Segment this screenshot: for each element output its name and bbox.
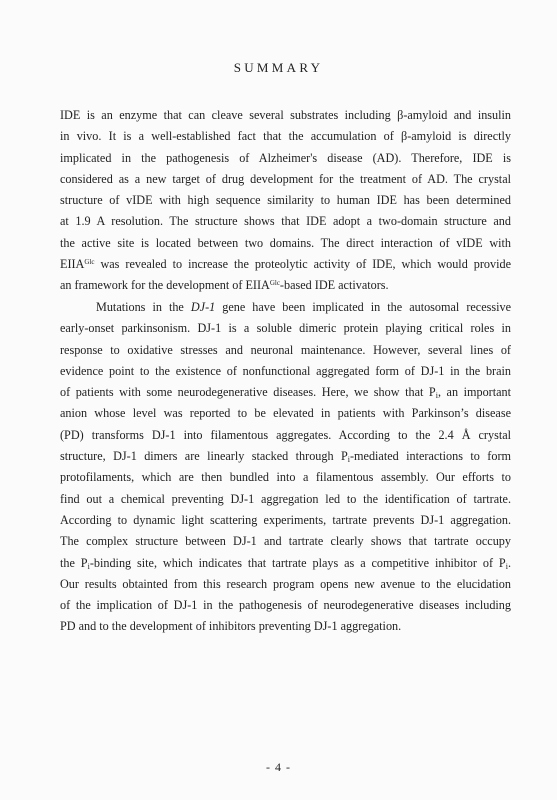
text-line: the active site is located between two domains. The direct interaction of vIDE with [60, 235, 511, 250]
text-segment: , an important [437, 385, 511, 400]
text-line: The complex structure between DJ-1 and tartrate clearly shows that tartrate occupy [60, 534, 511, 549]
subscript: i [435, 391, 438, 401]
text-segment: structure, DJ-1 dimers are linearly stacked through P [60, 449, 348, 464]
text-line: structure of vIDE with high sequence similarity to human IDE has been determined [60, 193, 511, 208]
text-line [60, 553, 511, 574]
text-line: implicated in the pathogenesis of Alzheimer's disease (AD). Therefore, IDE is [60, 150, 511, 165]
page-title: SUMMARY [233, 60, 324, 75]
summary-paragraph-1 [60, 105, 511, 297]
text-line [60, 446, 511, 467]
text-segment: EIIA [60, 257, 85, 272]
text-line [60, 275, 511, 296]
subscript: i [347, 455, 350, 465]
summary-paragraph-2 [60, 297, 511, 638]
text-line: response to oxidative stresses and neuronal maintenance. However, several lines of [60, 342, 511, 357]
text-segment: -based IDE activators. [279, 278, 389, 293]
text-line: evidence point to the existence of nonfunctional aggregated form of DJ-1 in the brain [60, 363, 511, 378]
text-line [60, 382, 511, 403]
text-line [60, 297, 511, 318]
text-segment: -binding site, which indicates that tartrate plays as a competitive inhibitor of P [89, 555, 506, 570]
subscript: i [87, 561, 90, 571]
text-line: considered as a new target of drug development for the treatment of AD. The crystal [60, 171, 511, 186]
subscript: i [505, 561, 508, 571]
text-line: early-onset parkinsonism. DJ-1 is a soluble dimeric protein playing critical roles in [60, 321, 511, 336]
text-segment: -mediated interactions to form [350, 449, 511, 464]
text-segment: an framework for the development of EIIA [60, 278, 270, 293]
text-line: in vivo. It is a well-established fact that the accumulation of β-amyloid is directly [60, 129, 511, 144]
text-segment: Mutations in the [96, 300, 191, 314]
text-segment: the P [60, 555, 88, 570]
text-line: of the implication of DJ-1 in the pathogenesis of neurodegenerative diseases including [60, 598, 511, 613]
page-number: - 4 - [266, 760, 291, 774]
text-line: IDE is an enzyme that can cleave several substrates including β-amyloid and insulin [60, 108, 511, 122]
text-segment: was revealed to increase the proteolytic activity of IDE, which would provide [94, 257, 511, 272]
text-line: anion whose level was reported to be elevated in patients with Parkinson’s disease [60, 406, 511, 421]
superscript: Glc [269, 279, 280, 288]
text-line: protofilaments, which are then bundled into a filamentous assembly. Our efforts to [60, 470, 511, 485]
text-segment: . [507, 555, 511, 570]
text-line: PD and to the development of inhibitors preventing DJ-1 aggregation. [60, 619, 402, 634]
gene-name-italic: DJ-1 [190, 300, 216, 314]
text-line: (PD) transforms DJ-1 into filamentous aggregates. According to the 2.4 Å crystal [60, 427, 511, 442]
text-line: find out a chemical preventing DJ-1 aggregation led to the identification of tartrate. [60, 491, 511, 506]
text-segment: of patients with some neurodegenerative diseases. Here, we show that P [60, 385, 436, 400]
text-line: Our results obtainted from this research program opens new avenue to the elucidation [60, 576, 511, 591]
text-line [60, 254, 511, 275]
superscript: Glc [84, 258, 95, 267]
text-line: at 1.9 A resolution. The structure shows that IDE adopt a two-domain structure and [60, 214, 511, 229]
text-line: According to dynamic light scattering experiments, tartrate prevents DJ-1 aggregation. [60, 512, 511, 527]
text-segment: gene have been implicated in the autosomal recessive [215, 300, 511, 314]
